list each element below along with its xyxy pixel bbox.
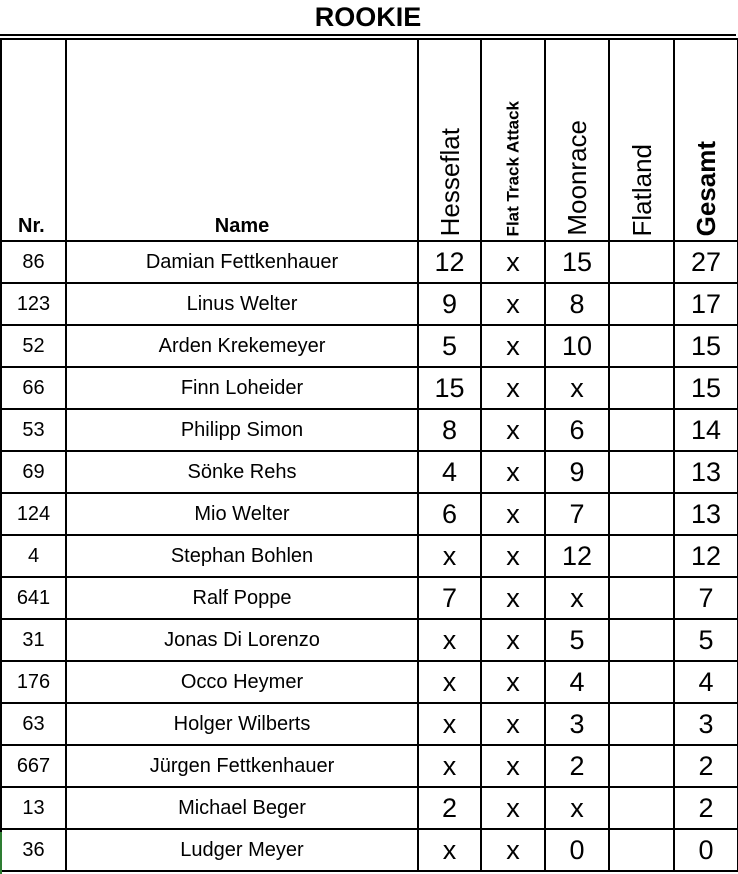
cell-name[interactable]: Arden Krekemeyer bbox=[66, 325, 418, 367]
cell-moonrace[interactable]: 6 bbox=[545, 409, 609, 451]
cell-flatland[interactable] bbox=[609, 451, 674, 493]
cell-nr[interactable]: 176 bbox=[1, 661, 66, 703]
cell-flat-track-attack[interactable]: x bbox=[481, 451, 545, 493]
cell-gesamt[interactable]: 13 bbox=[674, 451, 738, 493]
cell-flatland[interactable] bbox=[609, 241, 674, 283]
cell-nr[interactable]: 53 bbox=[1, 409, 66, 451]
cell-flatland[interactable] bbox=[609, 535, 674, 577]
cell-nr[interactable]: 66 bbox=[1, 367, 66, 409]
cell-name[interactable]: Philipp Simon bbox=[66, 409, 418, 451]
header-flatland[interactable] bbox=[609, 39, 674, 241]
table-row bbox=[1, 283, 738, 325]
cell-moonrace[interactable]: 0 bbox=[545, 829, 609, 871]
sheet-title: ROOKIE bbox=[0, 0, 736, 36]
cell-flat-track-attack[interactable]: x bbox=[481, 619, 545, 661]
table-row bbox=[1, 745, 738, 787]
header-gesamt-label: Gesamt bbox=[691, 140, 721, 236]
cell-moonrace[interactable]: 15 bbox=[545, 241, 609, 283]
cell-name[interactable]: Stephan Bohlen bbox=[66, 535, 418, 577]
cell-flat-track-attack[interactable]: x bbox=[481, 745, 545, 787]
cell-flatland[interactable] bbox=[609, 787, 674, 829]
cell-nr[interactable]: 123 bbox=[1, 283, 66, 325]
table-row bbox=[1, 619, 738, 661]
cell-gesamt[interactable]: 17 bbox=[674, 283, 738, 325]
cell-flat-track-attack[interactable]: x bbox=[481, 325, 545, 367]
cell-flat-track-attack[interactable]: x bbox=[481, 829, 545, 871]
cell-name[interactable]: Linus Welter bbox=[66, 283, 418, 325]
header-row bbox=[1, 39, 738, 241]
cell-flatland[interactable] bbox=[609, 325, 674, 367]
header-gesamt[interactable] bbox=[674, 39, 738, 241]
cell-flat-track-attack[interactable]: x bbox=[481, 577, 545, 619]
cell-flatland[interactable] bbox=[609, 703, 674, 745]
cell-nr[interactable]: 52 bbox=[1, 325, 66, 367]
cell-name[interactable]: Sönke Rehs bbox=[66, 451, 418, 493]
cell-flat-track-attack[interactable]: x bbox=[481, 409, 545, 451]
header-hesseflat-label: Hesseflat bbox=[434, 127, 465, 236]
table-row bbox=[1, 325, 738, 367]
cell-gesamt[interactable]: 15 bbox=[674, 325, 738, 367]
cell-gesamt[interactable]: 13 bbox=[674, 493, 738, 535]
cell-hesseflat[interactable]: 6 bbox=[418, 493, 481, 535]
cell-name[interactable]: Occo Heymer bbox=[66, 661, 418, 703]
header-moonrace-label: Moonrace bbox=[562, 120, 592, 236]
header-flat-track-attack[interactable] bbox=[481, 39, 545, 241]
cell-flatland[interactable] bbox=[609, 493, 674, 535]
cell-nr[interactable]: 667 bbox=[1, 745, 66, 787]
cell-hesseflat[interactable]: x bbox=[418, 661, 481, 703]
cell-nr[interactable]: 13 bbox=[1, 787, 66, 829]
cell-hesseflat[interactable]: 9 bbox=[418, 283, 481, 325]
table-row bbox=[1, 829, 738, 871]
cell-name[interactable]: Holger Wilberts bbox=[66, 703, 418, 745]
cell-gesamt[interactable]: 2 bbox=[674, 745, 738, 787]
table-row bbox=[1, 703, 738, 745]
header-name[interactable]: Name bbox=[66, 39, 418, 241]
cell-hesseflat[interactable]: 2 bbox=[418, 787, 481, 829]
cell-moonrace[interactable]: x bbox=[545, 367, 609, 409]
cell-flat-track-attack[interactable]: x bbox=[481, 241, 545, 283]
cell-hesseflat[interactable]: 15 bbox=[418, 367, 481, 409]
header-flatland-label: Flatland bbox=[626, 143, 657, 236]
cell-flatland[interactable] bbox=[609, 661, 674, 703]
cell-nr[interactable]: 86 bbox=[1, 241, 66, 283]
cell-flatland[interactable] bbox=[609, 283, 674, 325]
header-hesseflat[interactable] bbox=[418, 39, 481, 241]
cell-flatland[interactable] bbox=[609, 409, 674, 451]
cell-nr[interactable]: 31 bbox=[1, 619, 66, 661]
cell-hesseflat[interactable]: x bbox=[418, 535, 481, 577]
cell-moonrace[interactable]: 12 bbox=[545, 535, 609, 577]
table-row bbox=[1, 493, 738, 535]
cell-name[interactable]: Ludger Meyer bbox=[66, 829, 418, 871]
table-row bbox=[1, 367, 738, 409]
cell-moonrace[interactable]: 10 bbox=[545, 325, 609, 367]
table-row bbox=[1, 787, 738, 829]
cell-moonrace[interactable]: x bbox=[545, 787, 609, 829]
cell-name[interactable]: Jürgen Fettkenhauer bbox=[66, 745, 418, 787]
cell-hesseflat[interactable]: 4 bbox=[418, 451, 481, 493]
cell-moonrace[interactable]: 2 bbox=[545, 745, 609, 787]
cell-nr[interactable]: 63 bbox=[1, 703, 66, 745]
table-row bbox=[1, 241, 738, 283]
cell-flat-track-attack[interactable]: x bbox=[481, 367, 545, 409]
cell-moonrace[interactable]: 3 bbox=[545, 703, 609, 745]
cell-hesseflat[interactable]: x bbox=[418, 619, 481, 661]
cell-flatland[interactable] bbox=[609, 745, 674, 787]
cell-flat-track-attack[interactable]: x bbox=[481, 703, 545, 745]
cell-flatland[interactable] bbox=[609, 577, 674, 619]
cell-flatland[interactable] bbox=[609, 367, 674, 409]
cell-hesseflat[interactable]: x bbox=[418, 745, 481, 787]
cell-name[interactable]: Michael Beger bbox=[66, 787, 418, 829]
cell-flatland[interactable] bbox=[609, 619, 674, 661]
results-table bbox=[0, 38, 738, 872]
cell-name[interactable]: Damian Fettkenhauer bbox=[66, 241, 418, 283]
cell-hesseflat[interactable]: x bbox=[418, 829, 481, 871]
cell-gesamt[interactable]: 15 bbox=[674, 367, 738, 409]
active-cell-marker bbox=[0, 832, 2, 874]
header-flat-track-attack-label: Flat Track Attack bbox=[503, 100, 523, 236]
cell-flat-track-attack[interactable]: x bbox=[481, 661, 545, 703]
cell-gesamt[interactable]: 5 bbox=[674, 619, 738, 661]
cell-name[interactable]: Ralf Poppe bbox=[66, 577, 418, 619]
table-row bbox=[1, 535, 738, 577]
cell-moonrace[interactable]: x bbox=[545, 577, 609, 619]
cell-name[interactable]: Finn Loheider bbox=[66, 367, 418, 409]
cell-flat-track-attack[interactable]: x bbox=[481, 283, 545, 325]
cell-nr[interactable]: 641 bbox=[1, 577, 66, 619]
cell-hesseflat[interactable]: 12 bbox=[418, 241, 481, 283]
cell-name[interactable]: Jonas Di Lorenzo bbox=[66, 619, 418, 661]
cell-flat-track-attack[interactable]: x bbox=[481, 787, 545, 829]
cell-gesamt[interactable]: 7 bbox=[674, 577, 738, 619]
cell-flatland[interactable] bbox=[609, 829, 674, 871]
cell-nr[interactable]: 124 bbox=[1, 493, 66, 535]
cell-gesamt[interactable]: 2 bbox=[674, 787, 738, 829]
header-nr[interactable]: Nr. bbox=[1, 39, 66, 241]
cell-flat-track-attack[interactable]: x bbox=[481, 535, 545, 577]
cell-hesseflat[interactable]: x bbox=[418, 703, 481, 745]
cell-name[interactable]: Mio Welter bbox=[66, 493, 418, 535]
cell-flat-track-attack[interactable]: x bbox=[481, 493, 545, 535]
cell-nr[interactable]: 36 bbox=[1, 829, 66, 871]
cell-hesseflat[interactable]: 8 bbox=[418, 409, 481, 451]
cell-hesseflat[interactable]: 5 bbox=[418, 325, 481, 367]
table-row bbox=[1, 577, 738, 619]
cell-hesseflat[interactable]: 7 bbox=[418, 577, 481, 619]
cell-gesamt[interactable]: 14 bbox=[674, 409, 738, 451]
cell-moonrace[interactable]: 4 bbox=[545, 661, 609, 703]
cell-moonrace[interactable]: 8 bbox=[545, 283, 609, 325]
cell-gesamt[interactable]: 27 bbox=[674, 241, 738, 283]
cell-moonrace[interactable]: 5 bbox=[545, 619, 609, 661]
cell-gesamt[interactable]: 0 bbox=[674, 829, 738, 871]
cell-moonrace[interactable]: 7 bbox=[545, 493, 609, 535]
cell-moonrace[interactable]: 9 bbox=[545, 451, 609, 493]
cell-nr[interactable]: 4 bbox=[1, 535, 66, 577]
header-moonrace[interactable] bbox=[545, 39, 609, 241]
cell-nr[interactable]: 69 bbox=[1, 451, 66, 493]
cell-gesamt[interactable]: 3 bbox=[674, 703, 738, 745]
cell-gesamt[interactable]: 4 bbox=[674, 661, 738, 703]
table-row bbox=[1, 451, 738, 493]
table-row bbox=[1, 409, 738, 451]
table-row bbox=[1, 661, 738, 703]
cell-gesamt[interactable]: 12 bbox=[674, 535, 738, 577]
